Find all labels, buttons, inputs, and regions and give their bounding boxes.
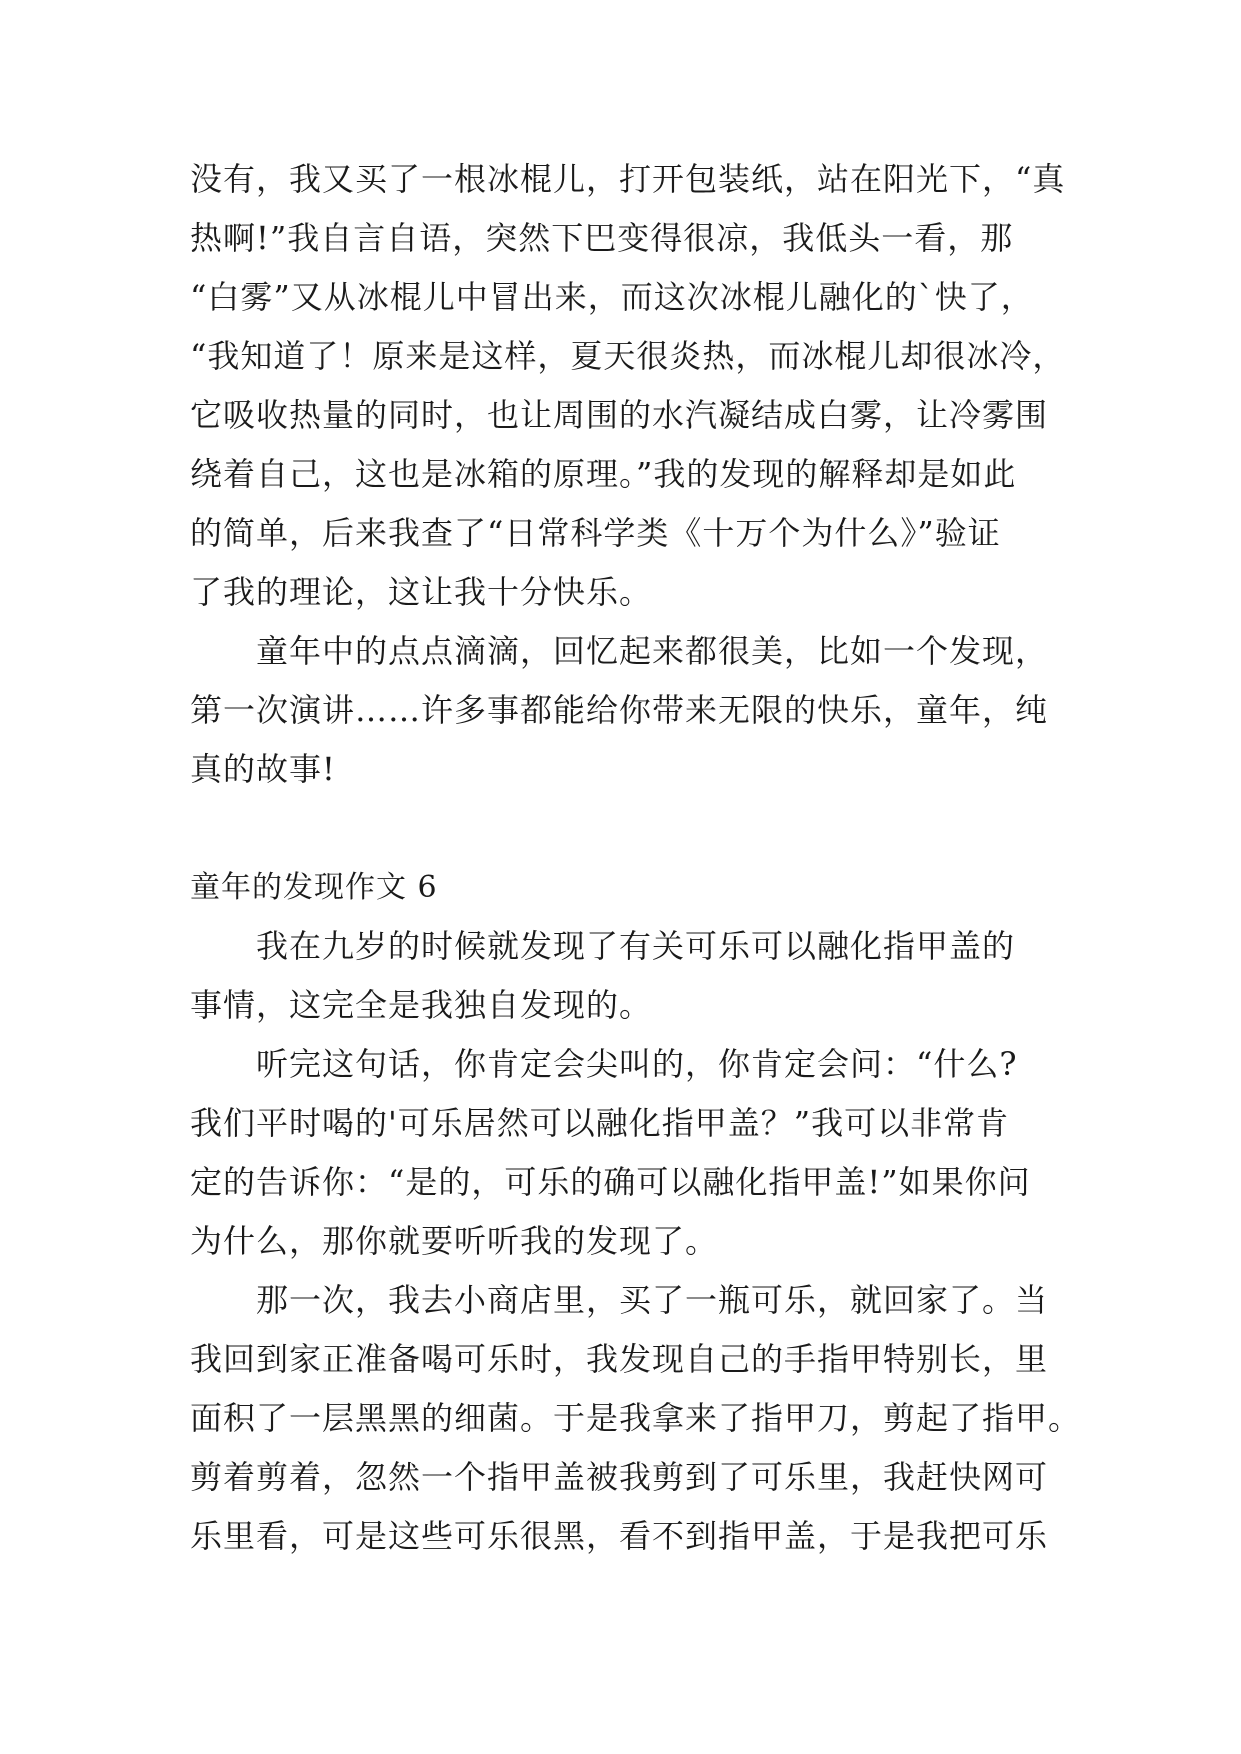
text-line: 那一次，我去小商店里，买了一瓶可乐，就回家了。当 — [256, 1281, 1049, 1319]
text-line: 了我的理论，这让我十分快乐。 — [190, 573, 653, 611]
text-line: 绕着自己，这也是冰箱的原理。”我的发现的解释却是如此 — [190, 455, 1017, 493]
document-page — [190, 150, 1082, 1566]
text-line: 童年中的点点滴滴，回忆起来都很美，比如一个发现， — [256, 632, 1049, 670]
text-line: 热啊!”我自言自语，突然下巴变得很凉，我低头一看，那 — [190, 219, 1014, 257]
paragraph-conclusion — [190, 622, 1070, 799]
text-line: 定的告诉你：“是的，可乐的确可以融化指甲盖!”如果你问 — [190, 1163, 1031, 1201]
text-line: “白雾”又从冰棍儿中冒出来，而这次冰棍儿融化的`快了， — [190, 278, 1034, 316]
text-line: 我在九岁的时候就发现了有关可乐可以融化指甲盖的 — [256, 927, 1016, 965]
text-line: 我们平时喝的'可乐居然可以融化指甲盖？”我可以非常肯 — [190, 1104, 1010, 1142]
section-gap — [190, 799, 1070, 858]
text-line: 面积了一层黑黑的细菌。于是我拿来了指甲刀，剪起了指甲。 — [190, 1399, 1082, 1437]
text-line: 没有，我又买了一根冰棍儿，打开包装纸，站在阳光下，“真 — [190, 160, 1066, 198]
text-line: 我回到家正准备喝可乐时，我发现自己的手指甲特别长，里 — [190, 1340, 1049, 1378]
paragraph — [190, 1271, 1082, 1566]
paragraph-continuation — [190, 150, 1070, 622]
paragraph — [190, 1035, 1070, 1271]
section-title: 童年的发现作文 6 — [190, 870, 438, 905]
text-line: 为什么，那你就要听听我的发现了。 — [190, 1222, 719, 1260]
text-line: 听完这句话，你肯定会尖叫的，你肯定会问：“什么? — [256, 1045, 1018, 1083]
text-line: 第一次演讲……许多事都能给你带来无限的快乐，童年，纯 — [190, 691, 1049, 729]
text-line: 事情，这完全是我独自发现的。 — [190, 986, 653, 1024]
text-line: 乐里看，可是这些可乐很黑，看不到指甲盖，于是我把可乐 — [190, 1517, 1049, 1555]
text-line: 真的故事! — [190, 750, 336, 788]
text-line: 它吸收热量的同时，也让周围的水汽凝结成白雾，让冷雾围 — [190, 396, 1049, 434]
text-line: 的简单，后来我查了“日常科学类《十万个为什么》”验证 — [190, 514, 1001, 552]
text-line: “我知道了！原来是这样，夏天很炎热，而冰棍儿却很冰冷， — [190, 337, 1066, 375]
paragraph — [190, 917, 1070, 1035]
text-line: 剪着剪着，忽然一个指甲盖被我剪到了可乐里，我赶快网可 — [190, 1458, 1049, 1496]
